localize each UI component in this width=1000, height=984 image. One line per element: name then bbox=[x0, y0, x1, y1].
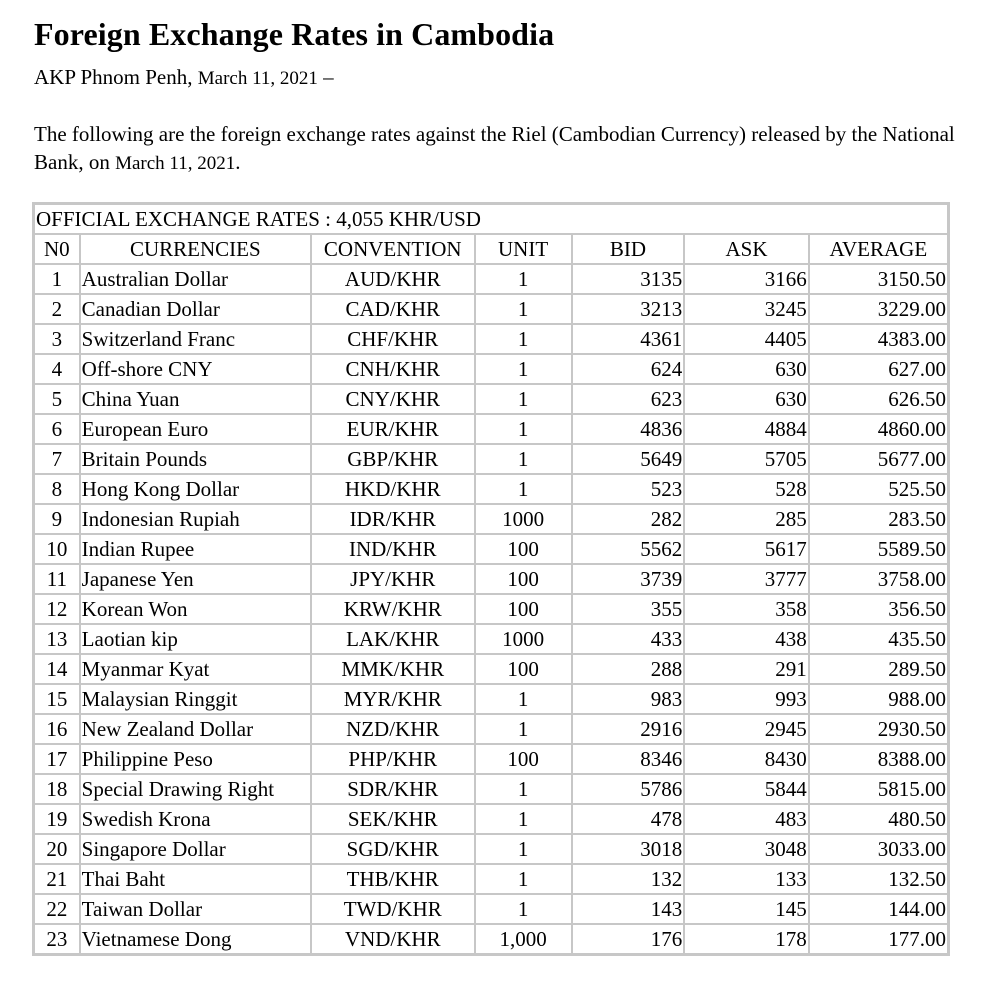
cell-no: 5 bbox=[34, 384, 80, 414]
cell-convention: IDR/KHR bbox=[311, 504, 475, 534]
cell-currency: Japanese Yen bbox=[80, 564, 311, 594]
cell-bid: 623 bbox=[572, 384, 685, 414]
header-currencies: CURRENCIES bbox=[80, 234, 311, 264]
cell-ask: 291 bbox=[684, 654, 808, 684]
table-row bbox=[34, 504, 948, 534]
cell-bid: 4361 bbox=[572, 324, 685, 354]
table-row bbox=[34, 744, 948, 774]
table-row bbox=[34, 474, 948, 504]
table-header-row bbox=[34, 234, 948, 264]
cell-convention: JPY/KHR bbox=[311, 564, 475, 594]
table-row bbox=[34, 714, 948, 744]
cell-average: 627.00 bbox=[809, 354, 948, 384]
cell-convention: GBP/KHR bbox=[311, 444, 475, 474]
cell-unit: 100 bbox=[475, 744, 572, 774]
cell-bid: 3739 bbox=[572, 564, 685, 594]
table-row bbox=[34, 294, 948, 324]
cell-average: 3229.00 bbox=[809, 294, 948, 324]
cell-convention: SGD/KHR bbox=[311, 834, 475, 864]
table-row bbox=[34, 834, 948, 864]
cell-convention: SDR/KHR bbox=[311, 774, 475, 804]
cell-average: 144.00 bbox=[809, 894, 948, 924]
cell-convention: THB/KHR bbox=[311, 864, 475, 894]
cell-no: 6 bbox=[34, 414, 80, 444]
intro-paragraph bbox=[34, 120, 964, 178]
cell-unit: 1 bbox=[475, 894, 572, 924]
cell-ask: 3048 bbox=[684, 834, 808, 864]
table-row bbox=[34, 354, 948, 384]
cell-bid: 8346 bbox=[572, 744, 685, 774]
table-row bbox=[34, 534, 948, 564]
cell-currency: Swedish Krona bbox=[80, 804, 311, 834]
cell-average: 4860.00 bbox=[809, 414, 948, 444]
cell-ask: 285 bbox=[684, 504, 808, 534]
cell-currency: Laotian kip bbox=[80, 624, 311, 654]
cell-unit: 100 bbox=[475, 654, 572, 684]
dateline-date: March 11, 2021 bbox=[197, 68, 318, 89]
cell-convention: CNH/KHR bbox=[311, 354, 475, 384]
cell-no: 15 bbox=[34, 684, 80, 714]
cell-bid: 176 bbox=[572, 924, 685, 954]
table-row bbox=[34, 264, 948, 294]
cell-convention: VND/KHR bbox=[311, 924, 475, 954]
cell-currency: Britain Pounds bbox=[80, 444, 311, 474]
cell-no: 10 bbox=[34, 534, 80, 564]
cell-average: 3150.50 bbox=[809, 264, 948, 294]
cell-no: 7 bbox=[34, 444, 80, 474]
cell-no: 9 bbox=[34, 504, 80, 534]
cell-currency: Indonesian Rupiah bbox=[80, 504, 311, 534]
header-no: N0 bbox=[34, 234, 80, 264]
cell-convention: KRW/KHR bbox=[311, 594, 475, 624]
cell-bid: 3018 bbox=[572, 834, 685, 864]
cell-unit: 1 bbox=[475, 804, 572, 834]
cell-bid: 523 bbox=[572, 474, 685, 504]
table-row bbox=[34, 624, 948, 654]
cell-no: 1 bbox=[34, 264, 80, 294]
cell-convention: TWD/KHR bbox=[311, 894, 475, 924]
cell-ask: 133 bbox=[684, 864, 808, 894]
cell-currency: Myanmar Kyat bbox=[80, 654, 311, 684]
cell-ask: 630 bbox=[684, 354, 808, 384]
cell-ask: 483 bbox=[684, 804, 808, 834]
cell-average: 5589.50 bbox=[809, 534, 948, 564]
table-row bbox=[34, 594, 948, 624]
intro-date: March 11, 2021 bbox=[115, 153, 236, 174]
cell-ask: 5705 bbox=[684, 444, 808, 474]
table-row bbox=[34, 804, 948, 834]
cell-no: 12 bbox=[34, 594, 80, 624]
cell-no: 22 bbox=[34, 894, 80, 924]
official-rate-row bbox=[34, 204, 948, 234]
cell-bid: 983 bbox=[572, 684, 685, 714]
cell-no: 21 bbox=[34, 864, 80, 894]
header-ask: ASK bbox=[684, 234, 808, 264]
cell-bid: 355 bbox=[572, 594, 685, 624]
header-bid: BID bbox=[572, 234, 685, 264]
cell-bid: 5786 bbox=[572, 774, 685, 804]
cell-currency: Taiwan Dollar bbox=[80, 894, 311, 924]
cell-currency: New Zealand Dollar bbox=[80, 714, 311, 744]
cell-unit: 100 bbox=[475, 534, 572, 564]
cell-bid: 5562 bbox=[572, 534, 685, 564]
cell-unit: 100 bbox=[475, 594, 572, 624]
cell-unit: 1 bbox=[475, 864, 572, 894]
cell-unit: 1 bbox=[475, 684, 572, 714]
cell-average: 988.00 bbox=[809, 684, 948, 714]
cell-no: 20 bbox=[34, 834, 80, 864]
cell-bid: 132 bbox=[572, 864, 685, 894]
cell-ask: 145 bbox=[684, 894, 808, 924]
cell-ask: 2945 bbox=[684, 714, 808, 744]
header-average: AVERAGE bbox=[809, 234, 948, 264]
table-row bbox=[34, 864, 948, 894]
cell-currency: Canadian Dollar bbox=[80, 294, 311, 324]
cell-ask: 5617 bbox=[684, 534, 808, 564]
cell-bid: 478 bbox=[572, 804, 685, 834]
cell-unit: 1 bbox=[475, 324, 572, 354]
cell-unit: 1 bbox=[475, 474, 572, 504]
dateline-suffix: – bbox=[317, 65, 334, 89]
cell-convention: MYR/KHR bbox=[311, 684, 475, 714]
cell-ask: 528 bbox=[684, 474, 808, 504]
dateline bbox=[34, 62, 964, 94]
table-row bbox=[34, 774, 948, 804]
cell-no: 17 bbox=[34, 744, 80, 774]
table-row bbox=[34, 564, 948, 594]
cell-currency: Thai Baht bbox=[80, 864, 311, 894]
official-rate-label: OFFICIAL EXCHANGE RATES : 4,055 KHR/USD bbox=[34, 204, 948, 234]
cell-bid: 433 bbox=[572, 624, 685, 654]
cell-ask: 630 bbox=[684, 384, 808, 414]
cell-bid: 2916 bbox=[572, 714, 685, 744]
cell-ask: 3777 bbox=[684, 564, 808, 594]
cell-no: 16 bbox=[34, 714, 80, 744]
header-unit: UNIT bbox=[475, 234, 572, 264]
cell-ask: 3245 bbox=[684, 294, 808, 324]
cell-currency: Malaysian Ringgit bbox=[80, 684, 311, 714]
cell-ask: 178 bbox=[684, 924, 808, 954]
cell-unit: 1,000 bbox=[475, 924, 572, 954]
cell-convention: EUR/KHR bbox=[311, 414, 475, 444]
cell-unit: 1 bbox=[475, 264, 572, 294]
page-title: Foreign Exchange Rates in Cambodia bbox=[34, 16, 555, 52]
cell-currency: Hong Kong Dollar bbox=[80, 474, 311, 504]
cell-unit: 1 bbox=[475, 834, 572, 864]
table-row bbox=[34, 414, 948, 444]
cell-no: 4 bbox=[34, 354, 80, 384]
cell-ask: 5844 bbox=[684, 774, 808, 804]
cell-currency: Singapore Dollar bbox=[80, 834, 311, 864]
cell-bid: 5649 bbox=[572, 444, 685, 474]
cell-average: 4383.00 bbox=[809, 324, 948, 354]
cell-unit: 1000 bbox=[475, 504, 572, 534]
intro-end: . bbox=[235, 150, 241, 174]
intro-text: The following are the foreign exchange rates against the Riel (Cambodian Currency) released by the National Bank, on bbox=[34, 122, 955, 174]
cell-convention: IND/KHR bbox=[311, 534, 475, 564]
cell-ask: 8430 bbox=[684, 744, 808, 774]
cell-unit: 1 bbox=[475, 774, 572, 804]
cell-unit: 100 bbox=[475, 564, 572, 594]
cell-no: 3 bbox=[34, 324, 80, 354]
cell-currency: Vietnamese Dong bbox=[80, 924, 311, 954]
cell-unit: 1 bbox=[475, 384, 572, 414]
cell-convention: HKD/KHR bbox=[311, 474, 475, 504]
cell-average: 3033.00 bbox=[809, 834, 948, 864]
cell-unit: 1 bbox=[475, 354, 572, 384]
cell-unit: 1 bbox=[475, 414, 572, 444]
table-row bbox=[34, 324, 948, 354]
cell-currency: Off-shore CNY bbox=[80, 354, 311, 384]
cell-average: 283.50 bbox=[809, 504, 948, 534]
table-row bbox=[34, 384, 948, 414]
dateline-source: AKP Phnom Penh, bbox=[34, 65, 198, 89]
cell-no: 14 bbox=[34, 654, 80, 684]
exchange-rates-table bbox=[32, 202, 950, 956]
cell-convention: LAK/KHR bbox=[311, 624, 475, 654]
cell-currency: Philippine Peso bbox=[80, 744, 311, 774]
cell-ask: 438 bbox=[684, 624, 808, 654]
cell-convention: CHF/KHR bbox=[311, 324, 475, 354]
cell-convention: AUD/KHR bbox=[311, 264, 475, 294]
cell-currency: Indian Rupee bbox=[80, 534, 311, 564]
cell-average: 5677.00 bbox=[809, 444, 948, 474]
cell-convention: PHP/KHR bbox=[311, 744, 475, 774]
cell-average: 435.50 bbox=[809, 624, 948, 654]
cell-currency: China Yuan bbox=[80, 384, 311, 414]
cell-no: 2 bbox=[34, 294, 80, 324]
cell-average: 356.50 bbox=[809, 594, 948, 624]
cell-no: 11 bbox=[34, 564, 80, 594]
cell-unit: 1 bbox=[475, 714, 572, 744]
cell-average: 289.50 bbox=[809, 654, 948, 684]
table-row bbox=[34, 654, 948, 684]
cell-average: 480.50 bbox=[809, 804, 948, 834]
header-convention: CONVENTION bbox=[311, 234, 475, 264]
cell-average: 3758.00 bbox=[809, 564, 948, 594]
cell-currency: European Euro bbox=[80, 414, 311, 444]
cell-convention: MMK/KHR bbox=[311, 654, 475, 684]
cell-convention: CNY/KHR bbox=[311, 384, 475, 414]
cell-unit: 1 bbox=[475, 294, 572, 324]
cell-bid: 143 bbox=[572, 894, 685, 924]
cell-convention: CAD/KHR bbox=[311, 294, 475, 324]
cell-unit: 1000 bbox=[475, 624, 572, 654]
table-row bbox=[34, 924, 948, 954]
cell-bid: 282 bbox=[572, 504, 685, 534]
cell-average: 8388.00 bbox=[809, 744, 948, 774]
cell-unit: 1 bbox=[475, 444, 572, 474]
cell-convention: SEK/KHR bbox=[311, 804, 475, 834]
cell-currency: Special Drawing Right bbox=[80, 774, 311, 804]
cell-average: 5815.00 bbox=[809, 774, 948, 804]
cell-bid: 624 bbox=[572, 354, 685, 384]
table-row bbox=[34, 894, 948, 924]
cell-ask: 4405 bbox=[684, 324, 808, 354]
article bbox=[34, 14, 964, 178]
cell-no: 18 bbox=[34, 774, 80, 804]
cell-average: 132.50 bbox=[809, 864, 948, 894]
cell-currency: Australian Dollar bbox=[80, 264, 311, 294]
cell-average: 177.00 bbox=[809, 924, 948, 954]
cell-ask: 4884 bbox=[684, 414, 808, 444]
table-body bbox=[34, 264, 948, 954]
cell-no: 13 bbox=[34, 624, 80, 654]
table-row bbox=[34, 684, 948, 714]
cell-bid: 288 bbox=[572, 654, 685, 684]
cell-no: 23 bbox=[34, 924, 80, 954]
cell-ask: 358 bbox=[684, 594, 808, 624]
cell-bid: 3135 bbox=[572, 264, 685, 294]
cell-no: 8 bbox=[34, 474, 80, 504]
cell-convention: NZD/KHR bbox=[311, 714, 475, 744]
cell-currency: Switzerland Franc bbox=[80, 324, 311, 354]
cell-average: 626.50 bbox=[809, 384, 948, 414]
cell-average: 525.50 bbox=[809, 474, 948, 504]
cell-currency: Korean Won bbox=[80, 594, 311, 624]
cell-ask: 3166 bbox=[684, 264, 808, 294]
cell-bid: 4836 bbox=[572, 414, 685, 444]
table-row bbox=[34, 444, 948, 474]
cell-no: 19 bbox=[34, 804, 80, 834]
cell-average: 2930.50 bbox=[809, 714, 948, 744]
cell-ask: 993 bbox=[684, 684, 808, 714]
cell-bid: 3213 bbox=[572, 294, 685, 324]
